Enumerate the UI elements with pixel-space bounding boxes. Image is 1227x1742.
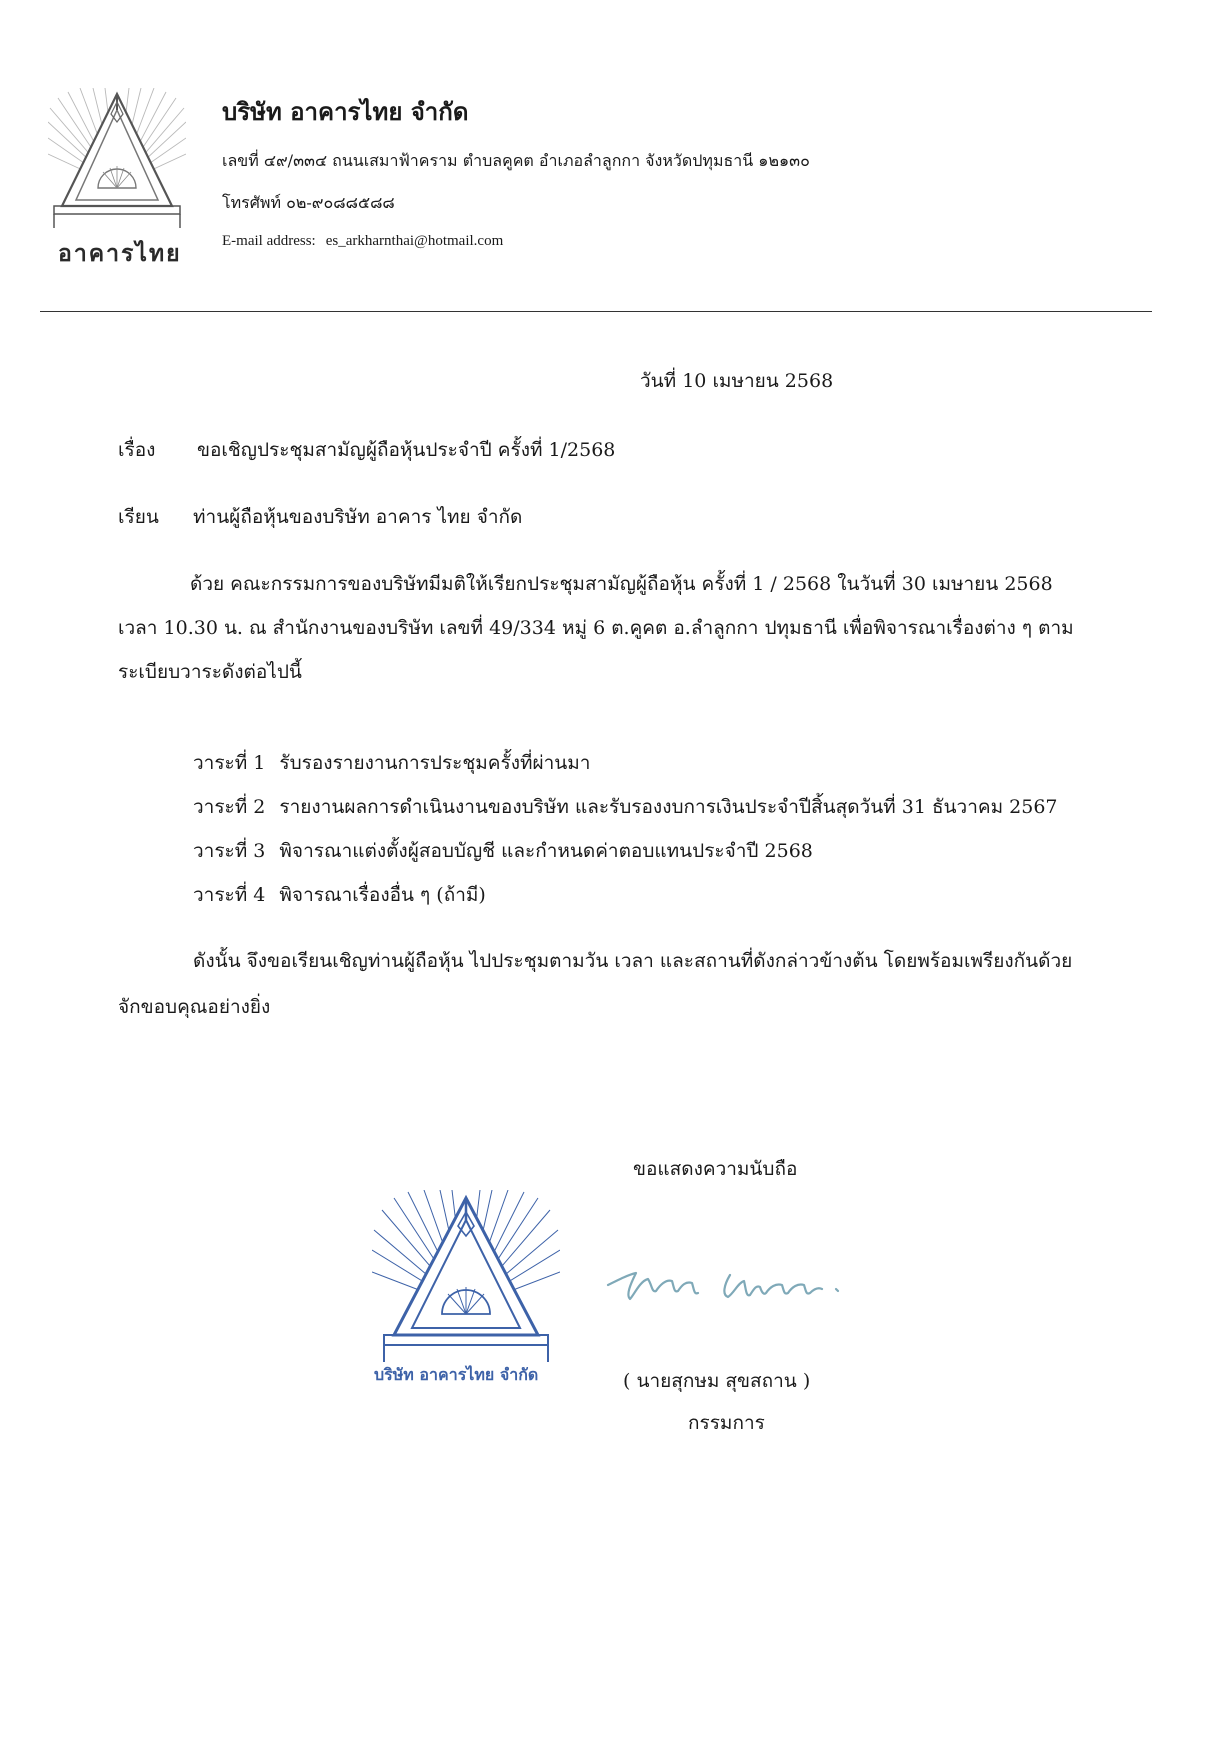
agenda-number: วาระที่ 3 [193,840,266,862]
closing-salutation: ขอแสดงความนับถือ [633,1158,798,1180]
signature [600,1245,850,1315]
recipient-label: เรียน [118,506,159,528]
agenda-text: พิจารณาแต่งตั้งผู้สอบบัญชี และกำหนดค่าตอบแทนประจำปี 2568 [279,840,813,862]
email-label: E-mail address: [222,233,316,249]
company-name: บริษัท อาคารไทย จำกัด [222,97,469,126]
paragraph1-line: ระเบียบวาระดังต่อไปนี้ [118,661,302,683]
company-address: เลขที่ ๔๙/๓๓๔ ถนนเสมาฟ้าคราม ตำบลคูคต อำเภอลำลูกกา จังหวัดปทุมธานี ๑๒๑๓๐ [222,151,810,170]
paragraph1-line: ด้วย คณะกรรมการของบริษัทมีมติให้เรียกประชุมสามัญผู้ถือหุ้น ครั้งที่ 1 / 2568 ในวันที่ 30 เมษายน 2568 [190,573,1053,595]
company-stamp [372,1190,560,1370]
subject-text: ขอเชิญประชุมสามัญผู้ถือหุ้นประจำปี ครั้งที่ 1/2568 [197,439,616,461]
signer-name: ( นายสุกษม สุขสถาน ) [623,1370,811,1392]
agenda-number: วาระที่ 2 [193,796,266,818]
letter-date: วันที่ 10 เมษายน 2568 [640,370,834,392]
company-email-line [222,233,503,250]
letterhead-divider [40,311,1152,312]
subject-label: เรื่อง [118,439,156,461]
agenda-item [193,796,1058,819]
paragraph2-line: จักขอบคุณอย่างยิ่ง [118,996,271,1018]
agenda-number: วาระที่ 4 [193,884,266,906]
paragraph1-line: เวลา 10.30 น. ณ สำนักงานของบริษัท เลขที่ 49/334 หมู่ 6 ต.คูคต อ.ลำลูกกา ปทุมธานี เพื่อพิจารณาเรื่องต่าง ๆ ตาม [118,617,1074,639]
company-phone: โทรศัพท์ ๐๒-๙๐๘๘๕๘๘ [222,193,395,212]
agenda-item [193,840,813,863]
agenda-item [193,884,486,907]
agenda-text: พิจารณาเรื่องอื่น ๆ (ถ้ามี) [279,884,486,906]
logo-wordmark: อาคารไทย [58,240,182,267]
recipient-text: ท่านผู้ถือหุ้นของบริษัท อาคาร ไทย จำกัด [193,506,523,528]
agenda-number: วาระที่ 1 [193,752,266,774]
email-address: es_arkharnthai@hotmail.com [325,233,504,249]
signer-title: กรรมการ [688,1412,765,1434]
agenda-text: รับรองรายงานการประชุมครั้งที่ผ่านมา [279,752,591,774]
paragraph2-line: ดังนั้น จึงขอเรียนเชิญท่านผู้ถือหุ้น ไปประชุมตามวัน เวลา และสถานที่ดังกล่าวข้างต้น โดยพร้อมเพรียงกันด้วย [193,950,1073,972]
stamp-company-name: บริษัท อาคารไทย จำกัด [374,1365,539,1384]
agenda-item [193,752,590,775]
company-logo [48,88,186,238]
agenda-text: รายงานผลการดำเนินงานของบริษัท และรับรองงบการเงินประจำปีสิ้นสุดวันที่ 31 ธันวาคม 2567 [279,796,1058,818]
